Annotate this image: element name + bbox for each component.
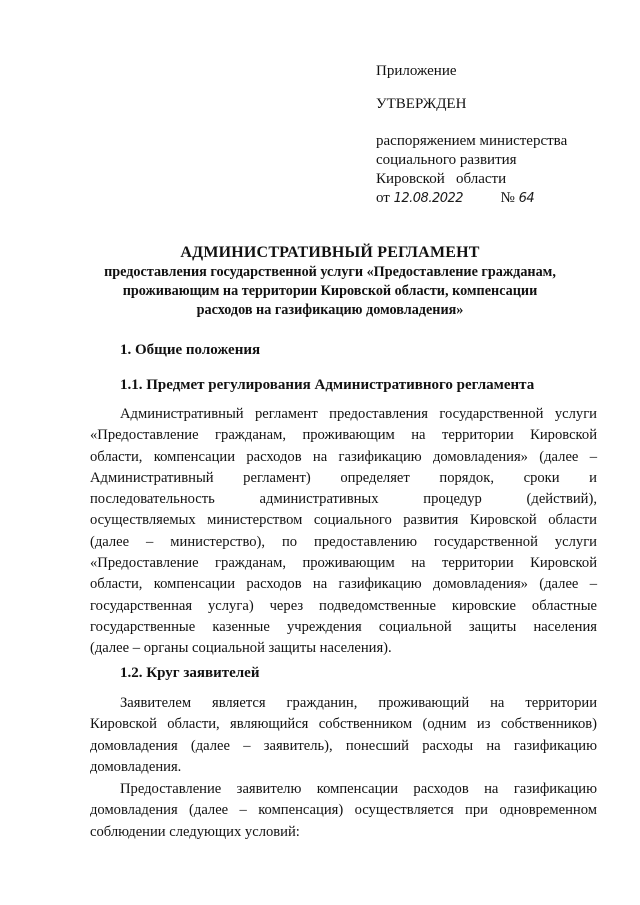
paragraph-line: Предоставление заявителю компенсации расходов на газификацию <box>120 781 597 797</box>
order-date-number-line <box>376 189 616 208</box>
paragraph-line: области, компенсации расходов на газификацию домовладения» (далее – <box>90 576 597 593</box>
handwritten-number: 64 <box>518 191 535 206</box>
paragraph-line: Административный регламент) определяет порядок, сроки и <box>90 469 597 486</box>
paragraph-line: соблюдении следующих условий: <box>90 823 300 840</box>
appendix-label: Приложение <box>376 63 457 79</box>
paragraph-line: области, компенсации расходов на газификацию домовладения» (далее – <box>90 448 597 465</box>
document-subtitle-line-1: предоставления государственной услуги «Предоставление гражданам, <box>104 264 556 280</box>
paragraph-line: государственная услуга) через подведомственные кировские областные <box>90 597 597 614</box>
paragraph-line: домовладения (далее – заявитель), понесший расходы на газификацию <box>90 737 597 754</box>
paragraph-line: домовладения. <box>90 758 182 775</box>
order-line-2: социального развития <box>376 152 517 168</box>
order-line-3: Кировской области <box>376 171 507 187</box>
paragraph-line: домовладения (далее – компенсация) осуществляется при одновременном <box>90 802 597 819</box>
paragraph-line: «Предоставление гражданам, проживающим на территории Кировской <box>90 555 597 572</box>
paragraph-line: Кировской области, являющийся собственником (одним из собственников) <box>90 716 597 733</box>
approved-label: УТВЕРЖДЕН <box>376 96 467 112</box>
document-subtitle-line-3: расходов на газификацию домовладения» <box>196 302 464 318</box>
document-title: АДМИНИСТРАТИВНЫЙ РЕГЛАМЕНТ <box>180 244 480 261</box>
paragraph-line: государственные казенные учреждения социальной защиты населения <box>90 618 597 635</box>
date-prefix: от <box>376 190 390 206</box>
section-1-2-paragraph-1 <box>90 693 597 778</box>
paragraph-line: осуществляемых министерством социального развития Кировской области <box>90 512 597 529</box>
paragraph-line: последовательность административных процедур (действий), <box>90 491 597 508</box>
document-subtitle-line-2: проживающим на территории Кировской области, компенсации <box>122 283 538 299</box>
paragraph-line: (далее – министерство), по предоставлению государственной услуги <box>90 533 597 550</box>
handwritten-date: 12.08.2022 <box>393 191 464 206</box>
paragraph-line: (далее – органы социальной защиты населения). <box>90 640 392 657</box>
section-1-heading: 1. Общие положения <box>120 342 261 358</box>
number-prefix: № <box>500 190 515 206</box>
paragraph-line: «Предоставление гражданам, проживающим на территории Кировской <box>90 427 597 444</box>
paragraph-line: Заявителем является гражданин, проживающий на территории <box>120 695 597 711</box>
order-line-1: распоряжением министерства <box>376 133 568 149</box>
section-1-1-heading: 1.1. Предмет регулирования Административного регламента <box>120 377 535 393</box>
section-1-1-paragraph <box>90 404 597 660</box>
approval-stamp-block <box>376 62 616 208</box>
document-title-block <box>60 243 600 320</box>
paragraph-line: Административный регламент предоставления государственной услуги <box>120 406 597 422</box>
section-1-2-paragraph-2 <box>90 779 597 843</box>
section-1-2-heading: 1.2. Круг заявителей <box>120 665 260 681</box>
